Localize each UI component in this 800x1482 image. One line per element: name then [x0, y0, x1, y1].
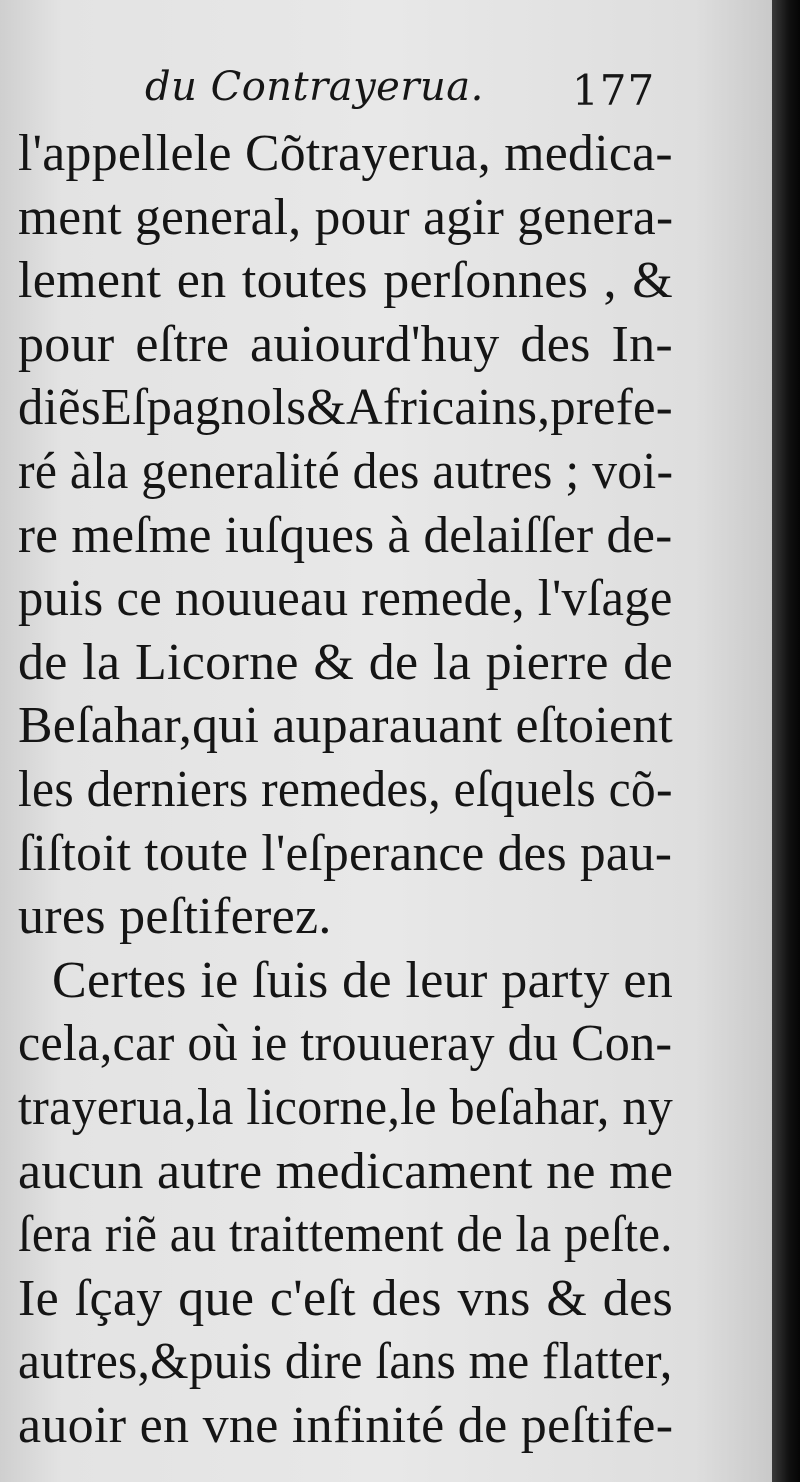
text-line: cela,car où ie trouueray du Con-: [18, 1015, 673, 1073]
text-line: autres,&puis dire ſans me flatter,: [18, 1333, 673, 1391]
body-text: [18, 122, 673, 1457]
page-number: 177: [572, 66, 656, 115]
text-line: ré àla generalité des autres ; voi-: [18, 442, 674, 500]
running-head: [0, 52, 772, 115]
text-line: ures peſtiferez.: [18, 888, 332, 946]
text-line: les derniers remedes, eſquels cõ-: [18, 760, 673, 818]
text-line: ſiſtoit toute l'eſperance des pau-: [18, 824, 673, 882]
text-line: auoir en vne infinité de peſtife-: [18, 1396, 674, 1454]
page-edge-shadow: [772, 0, 800, 1482]
text-line: de la Licorne & de la pierre de: [18, 633, 673, 691]
text-line: Certes ie ſuis de leur party en: [52, 951, 673, 1009]
text-line: ſera riẽ au traittement de la peſte.: [18, 1206, 673, 1264]
text-line: ment general, pour agir genera-: [18, 188, 674, 246]
text-line: Ie ſçay que c'eſt des vns & des: [18, 1269, 673, 1327]
text-line: aucun autre medicament ne me: [18, 1142, 674, 1200]
text-line: diẽsEſpagnols&Africains,prefe-: [18, 379, 673, 437]
running-head-title: du Contrayerua.: [145, 64, 484, 110]
text-line: Beſahar,qui auparauant eſtoient: [18, 697, 674, 755]
text-line: trayerua,la licorne,le beſahar, ny: [18, 1078, 674, 1136]
text-line: l'appellele Cõtrayerua, medica-: [18, 125, 673, 182]
text-line: lement en toutes perſonnes , &: [18, 252, 673, 310]
text-line: re meſme iuſques à delaiſſer de-: [18, 506, 673, 564]
text-line: pour eſtre auiourd'huy des In-: [18, 315, 673, 373]
text-line: puis ce nouueau remede, l'vſage: [18, 570, 673, 628]
